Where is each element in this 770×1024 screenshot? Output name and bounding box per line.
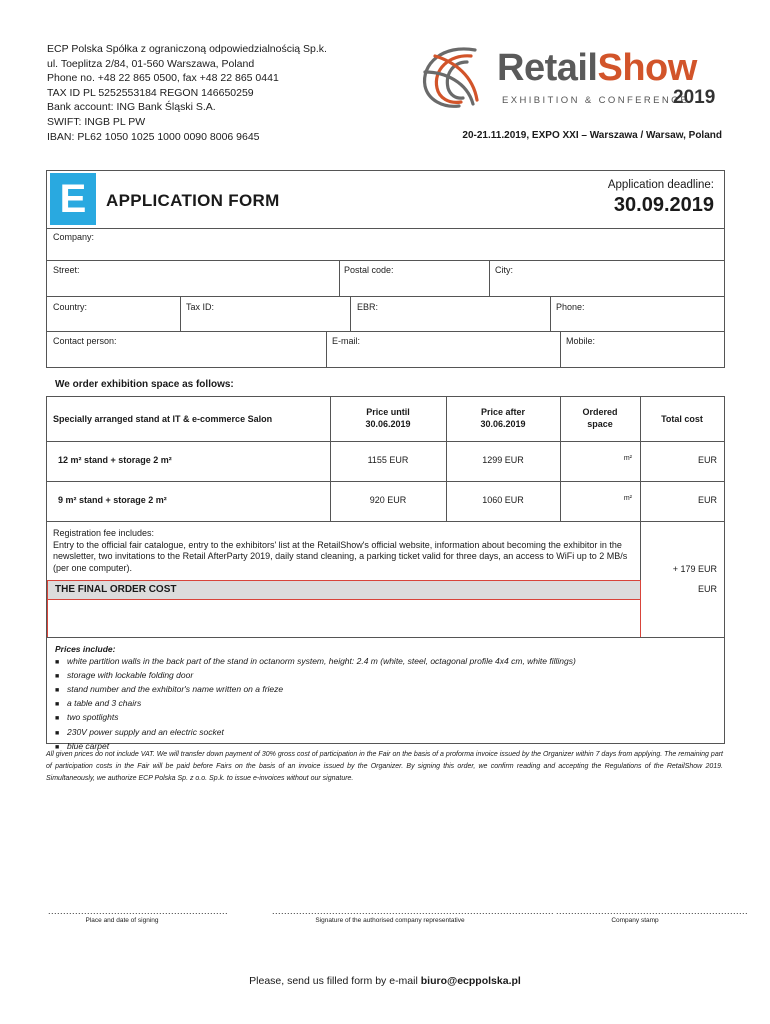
form-divider	[489, 260, 490, 296]
country-field[interactable]: Country:	[53, 302, 88, 312]
company-swift: SWIFT: INGB PL PW	[47, 115, 146, 128]
globe-logo-icon	[415, 42, 495, 112]
street-field[interactable]: Street:	[53, 265, 80, 275]
row1-total-cost[interactable]: EUR	[697, 455, 717, 465]
mobile-field[interactable]: Mobile:	[566, 336, 596, 346]
price-item: ■ stand number and the exhibitor's name written on a frieze	[55, 683, 576, 697]
table-divider	[46, 481, 724, 482]
final-order-cost[interactable]: EUR	[697, 584, 717, 594]
final-order-field[interactable]	[47, 599, 641, 638]
form-divider	[46, 260, 724, 261]
table-divider	[46, 441, 724, 442]
logo-year: 2019	[673, 87, 716, 108]
row1-stand: 12 m² stand + storage 2 m²	[58, 455, 172, 465]
form-divider	[46, 331, 724, 332]
header-price-after-line2: 30.06.2019	[480, 419, 526, 429]
footer-note	[0, 975, 770, 987]
header-stand: Specially arranged stand at IT & e-commerce Salon	[53, 414, 273, 424]
legal-notice: All given prices do not include VAT. We will transfer down payment of 30% gross cost of participation in the Fair on the basis of a proforma invoice issued by the Organizer within 7 days from applying. The remaining part of participation costs in the Fair will be paid before Fairs on the basis of an invoice issued by the Organizer. By signing this order, we confirm reading and accepting the Regulations of the RetailShow 2019. Simultaneously, we authorize ECP Polska Sp. z o.o. Sp.k. to issue e-invoices without our signature.	[46, 751, 723, 782]
deadline-date: 30.09.2019	[613, 194, 714, 216]
city-field[interactable]: City:	[495, 265, 513, 275]
logo-word-show: Show	[597, 47, 697, 89]
row1-ordered-space[interactable]: m²	[623, 455, 632, 462]
fee-amount: + 179 EUR	[672, 564, 717, 574]
place-date-signature-line[interactable]: ............................................................	[48, 906, 229, 916]
phone-field[interactable]: Phone:	[556, 302, 585, 312]
form-badge: E	[50, 173, 96, 225]
prices-include	[55, 643, 576, 754]
form-divider	[560, 331, 561, 367]
row1-price-after: 1299 EUR	[482, 455, 524, 465]
order-section-title: We order exhibition space as follows:	[55, 379, 234, 390]
header-price-until	[330, 406, 446, 430]
header-price-after	[446, 406, 560, 430]
price-item: ■ a table and 3 chairs	[55, 697, 576, 711]
header-total-cost: Total cost	[661, 414, 703, 424]
final-order-label: THE FINAL ORDER COST	[55, 584, 177, 595]
row2-ordered-space[interactable]: m²	[623, 495, 632, 502]
table-divider	[46, 521, 724, 522]
form-divider	[350, 296, 351, 331]
footer-text: Please, send us filled form by e-mail	[249, 975, 418, 987]
representative-signature-line[interactable]: ..............................................................................................	[272, 906, 555, 916]
price-item: ■ two spotlights	[55, 711, 576, 725]
company-address	[47, 42, 327, 144]
logo-wordmark	[497, 48, 697, 88]
header-price-until-line1: Price until	[366, 407, 410, 417]
form-divider	[180, 296, 181, 331]
row2-price-after: 1060 EUR	[482, 495, 524, 505]
footer-email-link[interactable]: biuro@ecppolska.pl	[420, 975, 521, 987]
company-tax: TAX ID PL 5252553184 REGON 146650259	[47, 86, 254, 99]
fee-title: Registration fee includes:	[53, 528, 155, 538]
form-divider	[46, 296, 724, 297]
company-iban: IBAN: PL62 1050 1025 1000 0090 8006 9645	[47, 130, 260, 143]
price-item: ■ blue carpet	[55, 740, 576, 754]
ebr-field[interactable]: EBR:	[357, 302, 379, 312]
form-title: APPLICATION FORM	[106, 191, 280, 210]
header-ordered-line2: space	[587, 419, 613, 429]
company-stamp-line[interactable]: ................................................................	[556, 906, 749, 916]
company-street: ul. Toeplitza 2/84, 01-560 Warszawa, Poland	[47, 57, 255, 70]
header-ordered-space	[560, 406, 640, 430]
row2-price-until: 920 EUR	[369, 495, 407, 505]
logo-subtitle: EXHIBITION & CONFERENCE	[502, 95, 690, 106]
company-bank: Bank account: ING Bank Śląski S.A.	[47, 101, 216, 114]
row2-stand: 9 m² stand + storage 2 m²	[58, 495, 167, 505]
company-stamp-label: Company stamp	[611, 917, 659, 924]
prices-title: Prices include:	[55, 644, 116, 654]
contact-person-field[interactable]: Contact person:	[53, 336, 117, 346]
fee-description: Entry to the official fair catalogue, entry to the exhibitors' list at the RetailShow's official website, information about becoming the exhibitor in the newsletter, two invitations to the Retail AfterParty 2019, daily stand cleaning, a parking ticket valid for three days, an access to WiFi up to 2 MB/s (per one computer).	[53, 539, 628, 573]
postal-code-field[interactable]: Postal code:	[344, 265, 394, 275]
company-phone: Phone no. +48 22 865 0500, fax +48 22 865 0441	[47, 72, 279, 85]
header-ordered-line1: Ordered	[582, 407, 618, 417]
place-date-label: Place and date of signing	[85, 917, 159, 924]
form-divider	[46, 228, 724, 229]
row2-total-cost[interactable]: EUR	[697, 495, 717, 505]
header-price-after-line1: Price after	[480, 407, 526, 417]
deadline-label: Application deadline:	[607, 179, 714, 191]
retailshow-logo	[415, 40, 725, 112]
company-name: ECP Polska Spółka z ograniczoną odpowiedzialnością Sp.k.	[47, 43, 327, 55]
price-item: ■ 230V power supply and an electric socket	[55, 726, 576, 740]
form-divider	[550, 296, 551, 331]
email-field[interactable]: E-mail:	[332, 336, 361, 346]
company-field[interactable]: Company:	[53, 232, 95, 242]
price-item: ■ storage with lockable folding door	[55, 669, 576, 683]
table-divider	[46, 637, 724, 638]
price-item: ■ white partition walls in the back part of the stand in octanorm system, height: 2.4 m (white, steel, octagonal profile 4x4 cm, white fillings)	[55, 655, 576, 669]
row1-price-until: 1155 EUR	[367, 455, 409, 465]
header-price-until-line2: 30.06.2019	[365, 419, 411, 429]
tax-id-field[interactable]: Tax ID:	[186, 302, 215, 312]
registration-fee	[53, 528, 633, 574]
form-divider	[339, 260, 340, 296]
logo-word-retail: Retail	[497, 47, 598, 89]
event-info: 20-21.11.2019, EXPO XXI – Warszawa / Warsaw, Poland	[462, 130, 722, 141]
representative-signature-label: Signature of the authorised company representative	[315, 917, 465, 924]
form-divider	[326, 331, 327, 367]
